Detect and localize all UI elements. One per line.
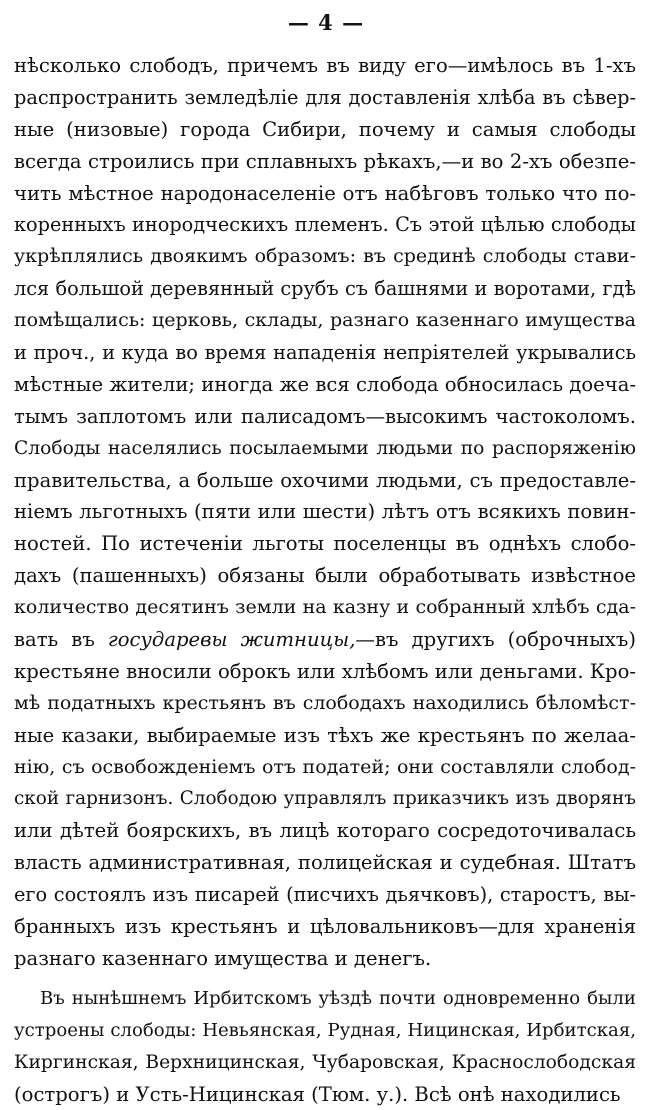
paragraph-gap [14, 975, 636, 983]
text-line: устроены слободы: Невьянская, Рудная, Ницинская, Ирбитская, [14, 1015, 636, 1047]
page-number: — 4 — [14, 10, 638, 50]
text-line: мѣ податныхъ крестьянъ въ слободахъ находились бѣломѣст- [14, 688, 636, 720]
text-line: разнаго казеннаго имущества и денегъ. [14, 943, 636, 975]
text-line: тымъ заплотомъ или палисадомъ—высокимъ частоколомъ. [14, 401, 636, 433]
text-line: всегда строились при сплавныхъ рѣкахъ,—и во 2-хъ обезпе- [14, 146, 636, 178]
text-line: и проч., и куда во время нападенія непріятелей укрывались [14, 337, 636, 369]
text-line: ные (низовые) города Сибири, почему и самыя слободы [14, 114, 636, 146]
text-line: количество десятинъ земли на казну и собранный хлѣбъ сда- [14, 592, 636, 624]
text-line: дахъ (пашенныхъ) обязаны были обработывать извѣстное [14, 560, 636, 592]
text-line: ные казаки, выбираемые изъ тѣхъ же крестьянъ по желаа- [14, 720, 636, 752]
text-line: (острогъ) и Усть-Ницинская (Тюм. у.). Всѣ онѣ находились [14, 1079, 636, 1110]
text-line: коренныхъ инородческихъ племенъ. Съ этой цѣлью слободы [14, 209, 636, 241]
text-line: нѣсколько слободъ, причемъ въ виду его—имѣлось въ 1-хъ [14, 50, 636, 82]
text-line: его состоялъ изъ писарей (писчихъ дьячковъ), старостъ, вы- [14, 879, 636, 911]
text-line: нію, съ освобожденіемъ отъ податей; они составляли слобод- [14, 752, 636, 784]
text-line: вать въ государевы житницы,—въ другихъ (оброчныхъ) [14, 624, 636, 656]
text-line: ніемъ льготныхъ (пяти или шести) лѣтъ отъ всякихъ повин- [14, 496, 636, 528]
text-line: распространить земледѣліе для доставленія хлѣба въ сѣвер- [14, 82, 636, 114]
paragraph [14, 983, 636, 1110]
text-line: ской гарнизонъ. Слободою управлялъ приказчикъ изъ дворянъ [14, 783, 636, 815]
text-line: бранныхъ изъ крестьянъ и цѣловальниковъ—для храненія [14, 911, 636, 943]
text-line: мѣстные жители; иногда же вся слобода обносилась доеча- [14, 369, 636, 401]
text-line: помѣщались: церковь, склады, разнаго казеннаго имущества [14, 305, 636, 337]
text-line: Въ нынѣшнемъ Ирбитскомъ уѣздѣ почти одновременно были [14, 983, 636, 1015]
text-line: Киргинская, Верхницинская, Чубаровская, Краснослободская [14, 1047, 636, 1079]
text-line: укрѣплялись двоякимъ образомъ: въ срединѣ слободы стави- [14, 241, 636, 273]
text-line: власть административная, полицейская и судебная. Штатъ [14, 847, 636, 879]
paragraph [14, 50, 636, 975]
text-line: лся большой деревянный срубъ съ башнями и воротами, гдѣ [14, 273, 636, 305]
body-text [14, 50, 636, 1110]
text-line: крестьяне вносили оброкъ или хлѣбомъ или деньгами. Кро- [14, 656, 636, 688]
text-line: ностей. По истеченіи льготы поселенцы въ однѣхъ слобо- [14, 528, 636, 560]
text-line: Слободы населялись посылаемыми людьми по распоряженію [14, 433, 636, 465]
text-line: чить мѣстное народонаселеніе отъ набѣговъ только что по- [14, 178, 636, 210]
text-line: или дѣтей боярскихъ, въ лицѣ котораго сосредоточивалась [14, 815, 636, 847]
text-line: правительства, а больше охочими людьми, съ предоставле- [14, 465, 636, 497]
